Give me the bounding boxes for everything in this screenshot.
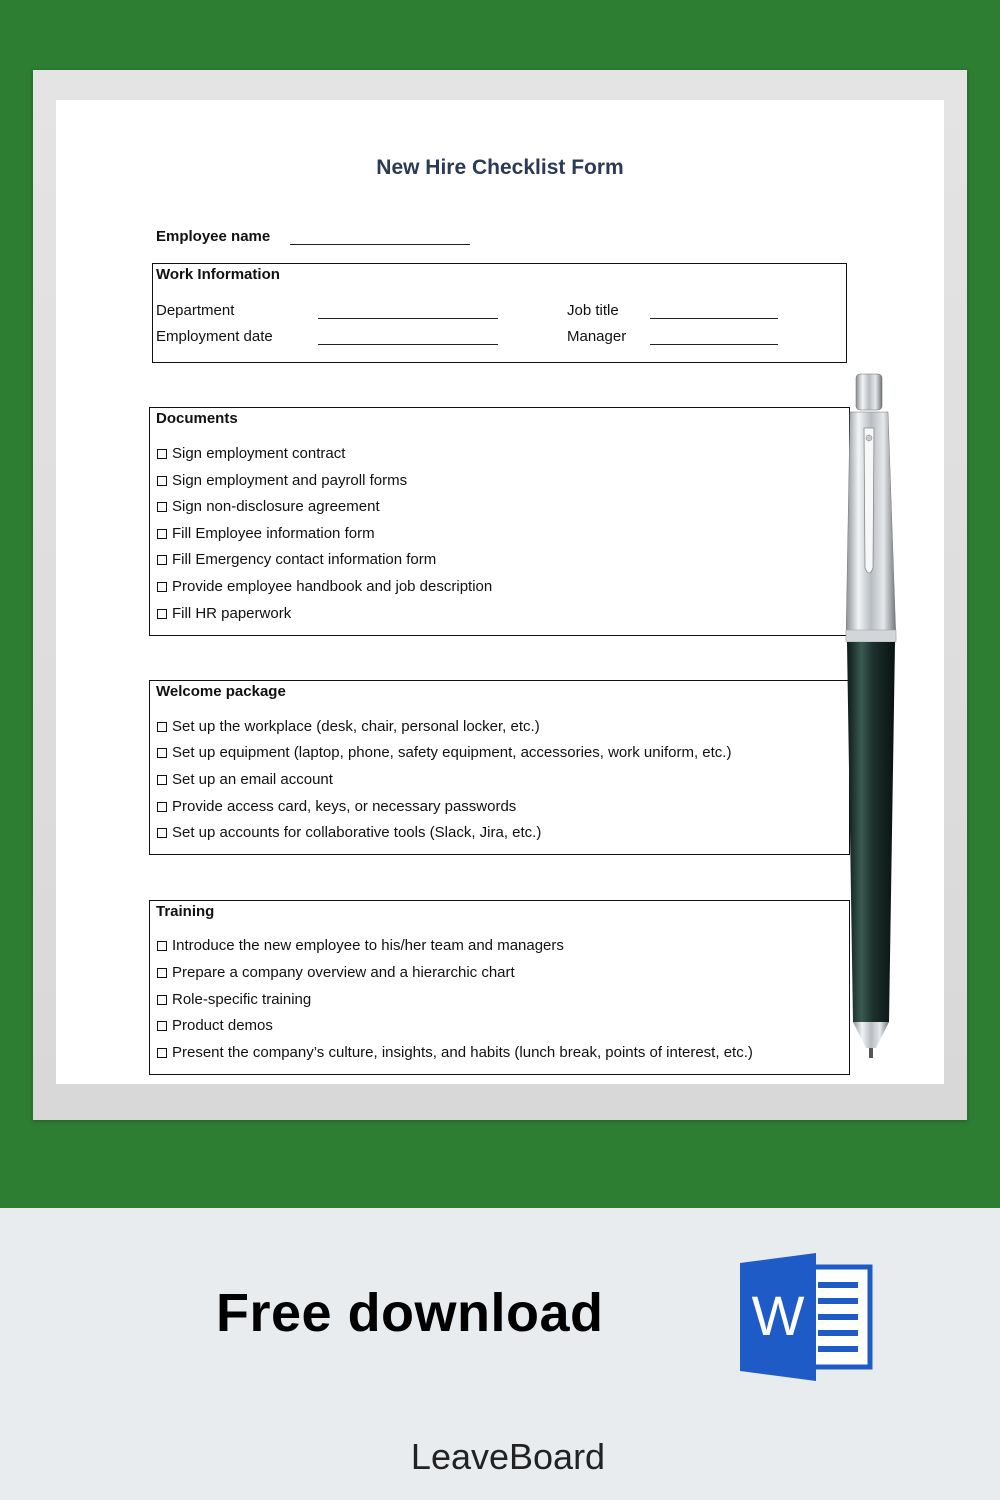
word-icon-letter: W bbox=[751, 1284, 805, 1347]
manager-label: Manager bbox=[567, 328, 627, 345]
checkbox[interactable] bbox=[157, 529, 167, 539]
checkbox[interactable] bbox=[157, 502, 167, 512]
employment-date-label: Employment date bbox=[156, 328, 273, 345]
free-download-heading[interactable]: Free download bbox=[216, 1283, 604, 1343]
checklist-item-label: Set up the workplace (desk, chair, personal locker, etc.) bbox=[172, 718, 540, 735]
manager-line bbox=[650, 344, 778, 345]
checklist-item bbox=[157, 964, 515, 981]
checklist-item-label: Product demos bbox=[172, 1017, 273, 1034]
checklist-item-label: Set up accounts for collaborative tools (Slack, Jira, etc.) bbox=[172, 824, 542, 841]
checklist-item bbox=[157, 498, 380, 515]
checklist-item bbox=[157, 798, 516, 815]
checkbox[interactable] bbox=[157, 802, 167, 812]
checkbox[interactable] bbox=[157, 1048, 167, 1058]
checklist-item-label: Fill Emergency contact information form bbox=[172, 551, 437, 568]
checkbox[interactable] bbox=[157, 1021, 167, 1031]
checkbox[interactable] bbox=[157, 555, 167, 565]
checklist-item-label: Role-specific training bbox=[172, 991, 312, 1008]
word-icon[interactable] bbox=[740, 1253, 874, 1381]
checklist-item bbox=[157, 578, 492, 595]
job-title-label: Job title bbox=[567, 302, 619, 319]
checkbox[interactable] bbox=[157, 609, 167, 619]
brand-name: LeaveBoard bbox=[410, 1436, 606, 1477]
checklist-item-label: Set up equipment (laptop, phone, safety equipment, accessories, work uniform, etc.) bbox=[172, 744, 732, 761]
work-info-title: Work Information bbox=[156, 266, 280, 283]
checklist-item bbox=[157, 605, 291, 622]
department-label: Department bbox=[156, 302, 235, 319]
checkbox[interactable] bbox=[157, 775, 167, 785]
checkbox[interactable] bbox=[157, 828, 167, 838]
checklist-item-label: Provide access card, keys, or necessary passwords bbox=[172, 798, 517, 815]
checkbox[interactable] bbox=[157, 941, 167, 951]
employment-date-line bbox=[318, 344, 498, 345]
checklist-item bbox=[157, 1017, 273, 1034]
checklist-item-label: Set up an email account bbox=[172, 771, 333, 788]
checklist-item bbox=[157, 991, 311, 1008]
checklist-item bbox=[157, 1044, 753, 1061]
checklist-item-label: Fill Employee information form bbox=[172, 525, 375, 542]
form-title: New Hire Checklist Form bbox=[376, 156, 624, 179]
welcome-package-title: Welcome package bbox=[156, 683, 286, 700]
checklist-item bbox=[157, 771, 333, 788]
checkbox[interactable] bbox=[157, 968, 167, 978]
employee-name-label: Employee name bbox=[156, 228, 271, 245]
checklist-item bbox=[157, 718, 540, 735]
checklist-item bbox=[157, 937, 564, 954]
checklist-item-label: Prepare a company overview and a hierarchic chart bbox=[172, 964, 515, 981]
documents-title: Documents bbox=[156, 410, 238, 427]
checklist-item bbox=[157, 551, 436, 568]
department-line bbox=[318, 318, 498, 319]
checklist-item-label: Sign employment contract bbox=[172, 445, 346, 462]
checklist-item-label: Present the company’s culture, insights, and habits (lunch break, points of interest, etc.) bbox=[172, 1044, 753, 1061]
checkbox[interactable] bbox=[157, 748, 167, 758]
checklist-item bbox=[157, 445, 345, 462]
checkbox[interactable] bbox=[157, 582, 167, 592]
checkbox[interactable] bbox=[157, 449, 167, 459]
checklist-item-label: Fill HR paperwork bbox=[172, 605, 292, 622]
checkbox[interactable] bbox=[157, 722, 167, 732]
checklist-item-label: Sign non-disclosure agreement bbox=[172, 498, 380, 515]
checklist-item bbox=[157, 744, 731, 761]
job-title-line bbox=[650, 318, 778, 319]
checklist-item bbox=[157, 472, 407, 489]
checklist-item bbox=[157, 824, 541, 841]
checkbox[interactable] bbox=[157, 995, 167, 1005]
checklist-item bbox=[157, 525, 375, 542]
training-title: Training bbox=[156, 903, 215, 920]
checkbox[interactable] bbox=[157, 476, 167, 486]
checklist-item-label: Sign employment and payroll forms bbox=[172, 472, 408, 489]
employee-name-line bbox=[290, 244, 470, 245]
documents-box bbox=[149, 407, 850, 636]
checklist-item-label: Introduce the new employee to his/her team and managers bbox=[172, 937, 564, 954]
pen-icon bbox=[840, 372, 900, 1062]
checklist-item-label: Provide employee handbook and job description bbox=[172, 578, 493, 595]
